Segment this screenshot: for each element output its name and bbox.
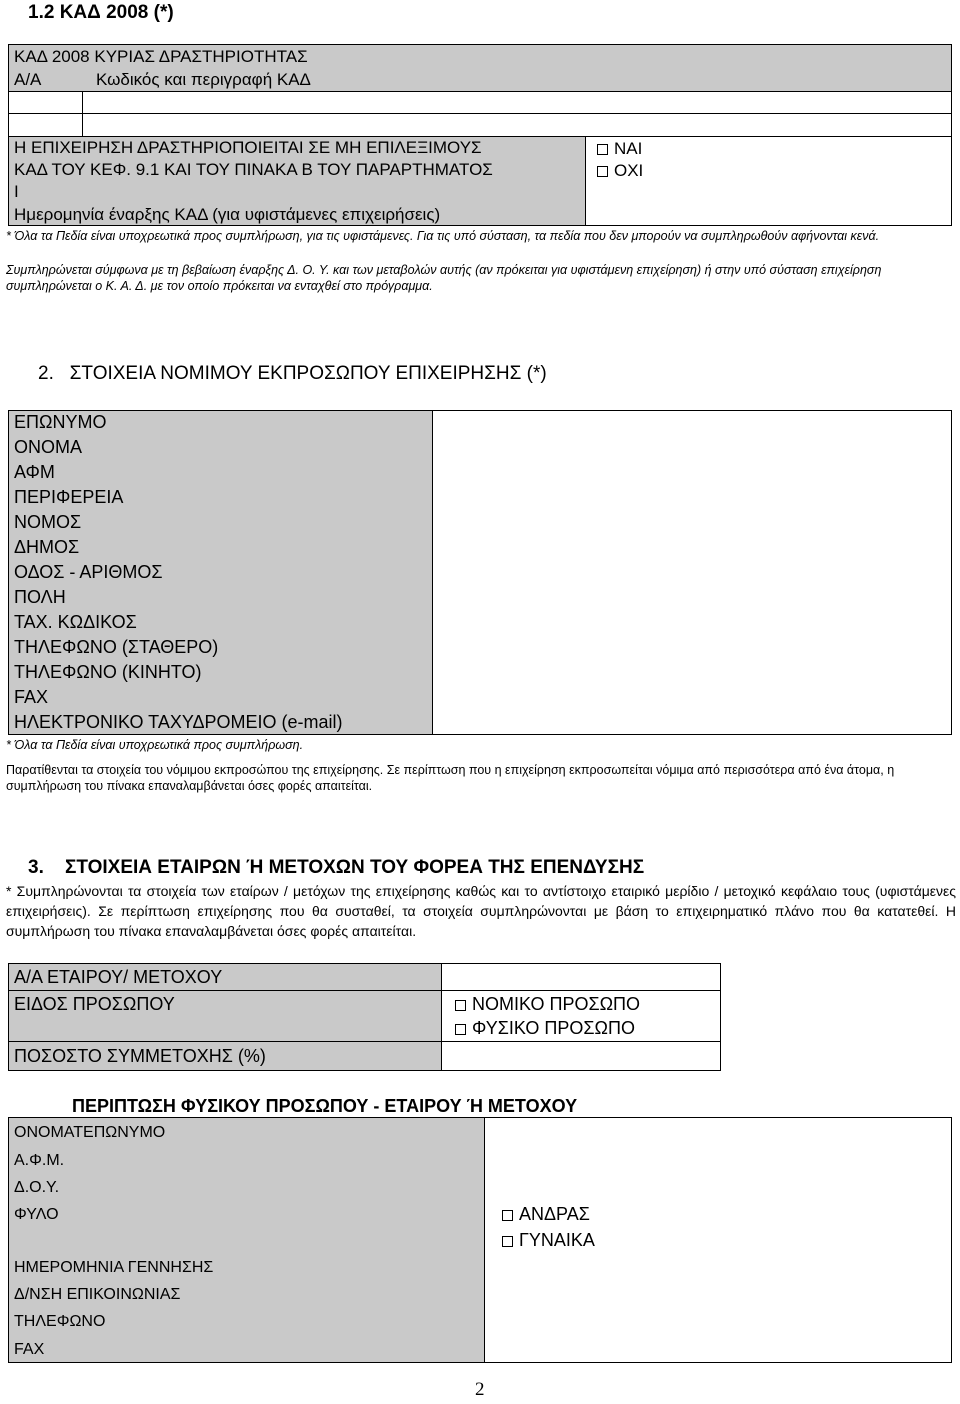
partner-type-label: ΕΙΔΟΣ ΠΡΟΣΩΠΟΥ (14, 994, 175, 1014)
np-address-label: Δ/ΝΣΗ ΕΠΙΚΟΙΝΩΝΙΑΣ (14, 1286, 181, 1303)
option-female[interactable] (502, 1229, 595, 1251)
rep-field-label: ΤΗΛΕΦΩΝΟ (ΣΤΑΘΕΡΟ) (14, 637, 219, 657)
start-date-label: Ημερομηνία έναρξης ΚΑΔ (για υφιστάμενες επιχειρήσεις) (14, 205, 441, 224)
rep-field-label: ΑΦΜ (14, 462, 55, 482)
option-no-label: ΟΧΙ (614, 161, 644, 180)
section3-title: 3. ΣΤΟΙΧΕΙΑ ΕΤΑΙΡΩΝ Ή ΜΕΤΟΧΩΝ ΤΟΥ ΦΟΡΕΑ ΤΗΣ ΕΠΕΝΔΥΣΗΣ (28, 857, 645, 878)
section1-note-2: Συμπληρώνεται σύμφωνα με τη βεβαίωση έναρξης Δ. Ο. Υ. και των μεταβολών αυτής (αν πρόκειται για υφιστάμενη επιχείρηση) ή στην υπό σύσταση επιχείρηση συμπληρώνεται ο Κ. Α. Δ. με τον οποίο πρόκειται να ενταχθεί στο πρόγραμμα. (6, 263, 882, 293)
question-line-1: Η ΕΠΙΧΕΙΡΗΣΗ ΔΡΑΣΤΗΡΙΟΠΟΙΕΙΤΑΙ ΣΕ ΜΗ ΕΠΙΛΕΞΙΜΟΥΣ (14, 138, 482, 157)
partner-aa-label: Α/Α ΕΤΑΙΡΟΥ/ ΜΕΤΟΧΟΥ (14, 967, 223, 987)
option-yes[interactable] (597, 138, 642, 160)
section3-intro: * Συμπληρώνονται τα στοιχεία των εταίρων / μετόχων της επιχείρησης καθώς και το αντίστοιχο εταιρικό μερίδιο / μετοχικό κεφάλαιο τους (υφιστάμενες επιχειρήσεις). Σε περίπτωση επιχείρησης που θα συσταθεί, τα στοιχεία συμπληρώνονται με βάση το επιχειρηματικό πλάνο που θα κατατεθεί. Η συμπλήρωση του πίνακα επαναλαμβάνεται όσες φορές απαιτείται. (6, 883, 956, 939)
rep-field-label: ΟΝΟΜΑ (14, 437, 83, 457)
natural-person-title: ΠΕΡΙΠΤΩΣΗ ΦΥΣΙΚΟΥ ΠΡΟΣΩΠΟΥ - ΕΤΑΙΡΟΥ Ή ΜΕΤΟΧΟΥ (72, 1096, 578, 1116)
rep-field-label: ΠΕΡΙΦΕΡΕΙΑ (14, 487, 124, 507)
question-line-2: ΚΑΔ ΤΟΥ ΚΕΦ. 9.1 ΚΑΙ ΤΟΥ ΠΙΝΑΚΑ Β ΤΟΥ ΠΑΡΑΡΤΗΜΑΤΟΣ (14, 160, 493, 179)
rep-field-label: ΠΟΛΗ (14, 587, 66, 607)
kad-entry-aa-2[interactable] (8, 113, 83, 137)
checkbox-icon[interactable] (455, 1000, 466, 1011)
option-male-label: ΑΝΔΡΑΣ (519, 1204, 590, 1224)
kad-entry-desc-1[interactable] (82, 91, 952, 114)
np-name-label: ΟΝΟΜΑΤΕΠΩΝΥΜΟ (14, 1124, 166, 1141)
partner-aa-value[interactable] (441, 963, 721, 991)
rep-values-column[interactable] (432, 410, 952, 735)
partner-pct-label: ΠΟΣΟΣΤΟ ΣΥΜΜΕΤΟΧΗΣ (%) (14, 1046, 266, 1066)
np-dob-label: ΗΜΕΡΟΜΗΝΙΑ ΓΕΝΝΗΣΗΣ (14, 1259, 214, 1276)
checkbox-icon[interactable] (597, 144, 608, 155)
checkbox-icon[interactable] (455, 1024, 466, 1035)
section2-title: 2. ΣΤΟΙΧΕΙΑ ΝΟΜΙΜΟΥ ΕΚΠΡΟΣΩΠΟΥ ΕΠΙΧΕΙΡΗΣΗΣ (*) (38, 363, 547, 384)
np-afm-label: Α.Φ.Μ. (14, 1152, 65, 1169)
checkbox-icon[interactable] (502, 1210, 513, 1221)
kad-header-title: ΚΑΔ 2008 ΚΥΡΙΑΣ ΔΡΑΣΤΗΡΙΟΤΗΤΑΣ (14, 47, 308, 66)
option-female-label: ΓΥΝΑΙΚΑ (519, 1230, 595, 1250)
np-phone-label: ΤΗΛΕΦΩΝΟ (14, 1313, 106, 1330)
rep-fields-list (10, 410, 430, 735)
checkbox-icon[interactable] (502, 1236, 513, 1247)
rep-field-label: ΤΗΛΕΦΩΝΟ (ΚΙΝΗΤΟ) (14, 662, 202, 682)
question-line-3: Ι (14, 182, 19, 201)
rep-field-label: ΝΟΜΟΣ (14, 512, 82, 532)
option-legal-label: ΝΟΜΙΚΟ ΠΡΟΣΩΠΟ (472, 994, 641, 1014)
section2-note-2: Παρατίθενται τα στοιχεία του νόμιμου εκπροσώπου της επιχείρησης. Σε περίπτωση που η επιχείρηση εκπροσωπείται νόμιμα από περισσότερα από ένα άτομα, η συμπλήρωση του πίνακα επαναλαμβάνεται όσες φορές απαιτείται. (6, 763, 895, 793)
np-fax-label: FAX (14, 1341, 45, 1358)
rep-field-label: ΔΗΜΟΣ (14, 537, 80, 557)
option-natural-label: ΦΥΣΙΚΟ ΠΡΟΣΩΠΟ (472, 1018, 635, 1038)
rep-field-label: ΤΑΧ. ΚΩΔΙΚΟΣ (14, 612, 137, 632)
rep-field-label: FAX (14, 687, 49, 707)
section2-note-1: * Όλα τα Πεδία είναι υποχρεωτικά προς συμπλήρωση. (6, 738, 304, 752)
kad-col-desc: Κωδικός και περιγραφή ΚΑΔ (96, 70, 311, 89)
option-male[interactable] (502, 1203, 590, 1225)
np-doy-label: Δ.Ο.Υ. (14, 1179, 60, 1196)
option-natural-person[interactable] (455, 1017, 635, 1039)
rep-field-label: ΕΠΩΝΥΜΟ (14, 412, 107, 432)
page-number: 2 (475, 1379, 485, 1400)
option-legal-person[interactable] (455, 993, 640, 1015)
rep-field-label: ΟΔΟΣ - ΑΡΙΘΜΟΣ (14, 562, 163, 582)
rep-field-label: ΗΛΕΚΤΡΟΝΙΚΟ ΤΑΧΥΔΡΟΜΕΙΟ (e-mail) (14, 712, 343, 732)
kad-entry-desc-2[interactable] (82, 113, 952, 137)
section1-note-1: * Όλα τα Πεδία είναι υποχρεωτικά προς συμπλήρωση, για τις υφιστάμενες. Για τις υπό σύσταση, τα πεδία που δεν μπορούν να συμπληρωθούν αφήνονται κενά. (6, 229, 880, 243)
option-yes-label: ΝΑΙ (614, 139, 643, 158)
kad-col-aa: Α/Α (14, 70, 42, 89)
kad-entry-aa-1[interactable] (8, 91, 83, 114)
checkbox-icon[interactable] (597, 166, 608, 177)
section1-title: 1.2 ΚΑΔ 2008 (*) (28, 2, 174, 23)
partner-pct-value[interactable] (441, 1041, 721, 1071)
np-sex-label: ΦΥΛΟ (14, 1206, 59, 1223)
option-no[interactable] (597, 160, 643, 182)
